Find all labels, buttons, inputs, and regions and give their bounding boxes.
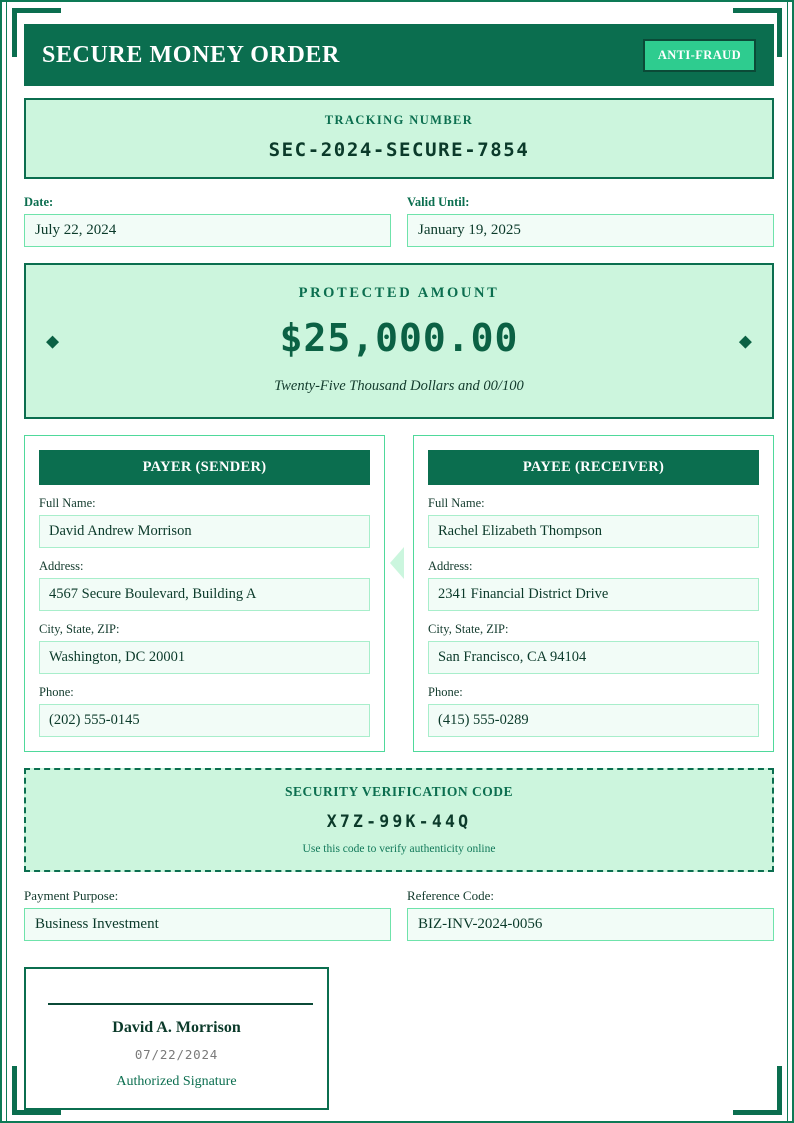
payee-name-label: Full Name: xyxy=(428,496,485,510)
date-value[interactable]: July 22, 2024 xyxy=(24,214,391,247)
payer-address-value[interactable]: 4567 Secure Boulevard, Building A xyxy=(39,578,370,611)
tracking-number-value: SEC-2024-SECURE-7854 xyxy=(268,139,530,161)
tracking-number-section xyxy=(24,98,774,179)
document-content xyxy=(24,24,774,1110)
security-code-value: X7Z-99K-44Q xyxy=(326,812,472,831)
signature-section xyxy=(24,967,774,1110)
transfer-arrow-icon xyxy=(388,543,410,583)
security-code-label: SECURITY VERIFICATION CODE xyxy=(284,784,514,799)
valid-until-field-group xyxy=(407,195,774,247)
security-code-hint: Use this code to verify authenticity online xyxy=(302,843,496,855)
payer-phone-value[interactable]: (202) 555-0145 xyxy=(39,704,370,737)
payment-purpose-group xyxy=(24,888,391,941)
purpose-reference-row xyxy=(24,888,774,941)
payer-panel-heading: PAYER (SENDER) xyxy=(39,450,370,485)
protected-amount-value: $25,000.00 xyxy=(279,316,519,360)
diamond-ornament-left: ◆ xyxy=(46,331,60,351)
document-header xyxy=(24,24,774,86)
payee-phone-value[interactable]: (415) 555-0289 xyxy=(428,704,759,737)
payer-phone-label: Phone: xyxy=(39,685,74,699)
payee-address-label: Address: xyxy=(428,559,473,573)
signature-line xyxy=(48,1003,313,1005)
payment-purpose-value[interactable]: Business Investment xyxy=(24,908,391,941)
date-field-group xyxy=(24,195,391,247)
dates-row xyxy=(24,195,774,247)
reference-code-group xyxy=(407,888,774,941)
date-label: Date: xyxy=(24,195,54,209)
signature-box xyxy=(24,967,329,1110)
payee-panel xyxy=(413,435,774,752)
payer-city-field xyxy=(39,622,370,674)
anti-fraud-badge: ANTI-FRAUD xyxy=(643,39,756,72)
payee-address-field xyxy=(428,559,759,611)
payee-city-field xyxy=(428,622,759,674)
payment-purpose-label: Payment Purpose: xyxy=(24,888,119,903)
payer-address-field xyxy=(39,559,370,611)
page-title: SECURE MONEY ORDER xyxy=(42,41,340,68)
payee-name-field xyxy=(428,496,759,548)
payee-name-value[interactable]: Rachel Elizabeth Thompson xyxy=(428,515,759,548)
payer-city-value[interactable]: Washington, DC 20001 xyxy=(39,641,370,674)
valid-until-value[interactable]: January 19, 2025 xyxy=(407,214,774,247)
protected-amount-label: PROTECTED AMOUNT xyxy=(298,285,500,301)
security-verification-section xyxy=(24,768,774,872)
payer-panel xyxy=(24,435,385,752)
payer-address-label: Address: xyxy=(39,559,84,573)
protected-amount-section xyxy=(24,263,774,419)
reference-code-value[interactable]: BIZ-INV-2024-0056 xyxy=(407,908,774,941)
payer-name-field xyxy=(39,496,370,548)
reference-code-label: Reference Code: xyxy=(407,888,494,903)
payee-address-value[interactable]: 2341 Financial District Drive xyxy=(428,578,759,611)
valid-until-label: Valid Until: xyxy=(407,195,470,209)
signature-name: David A. Morrison xyxy=(112,1019,241,1036)
signature-date: 07/22/2024 xyxy=(134,1047,219,1062)
signature-caption: Authorized Signature xyxy=(116,1074,237,1089)
payee-city-label: City, State, ZIP: xyxy=(428,622,509,636)
payer-name-value[interactable]: David Andrew Morrison xyxy=(39,515,370,548)
payee-city-value[interactable]: San Francisco, CA 94104 xyxy=(428,641,759,674)
payee-phone-field xyxy=(428,685,759,737)
payee-phone-label: Phone: xyxy=(428,685,463,699)
payer-city-label: City, State, ZIP: xyxy=(39,622,120,636)
payee-panel-heading: PAYEE (RECEIVER) xyxy=(428,450,759,485)
payer-phone-field xyxy=(39,685,370,737)
parties-section xyxy=(24,435,774,752)
amount-in-words: Twenty-Five Thousand Dollars and 00/100 xyxy=(274,378,524,394)
payer-name-label: Full Name: xyxy=(39,496,96,510)
tracking-number-label: TRACKING NUMBER xyxy=(324,113,474,127)
diamond-ornament-right: ◆ xyxy=(738,331,752,351)
